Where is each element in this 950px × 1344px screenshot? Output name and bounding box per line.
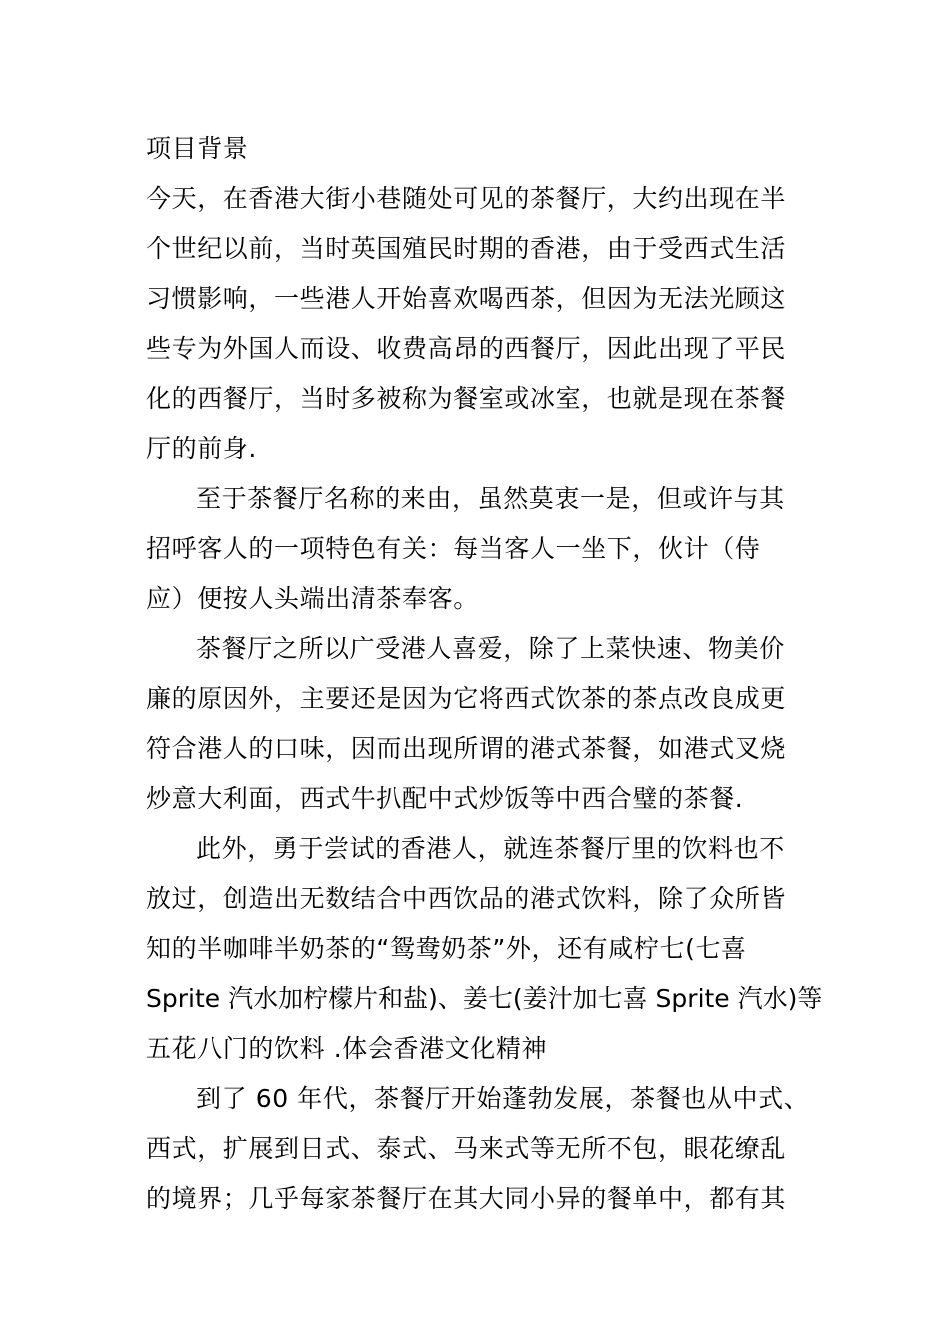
text-line: 今天，在香港大街小巷随处可见的茶餐厅，大约出现在半 (146, 184, 787, 213)
text-line: 知的半咖啡半奶茶的“鸳鸯奶茶”外，还有咸柠七(七喜 (146, 934, 747, 963)
text-line: 厅的前身. (146, 434, 257, 463)
section-heading: 项目背景 (146, 134, 249, 163)
text-line: 此外，勇于尝试的香港人，就连茶餐厅里的饮料也不 (196, 834, 785, 863)
text-line: Sprite 汽水加柠檬片和盐)、姜七(姜汁加七喜 Sprite 汽水)等 (146, 984, 823, 1013)
text-line: 廉的原因外，主要还是因为它将西式饮茶的茶点改良成更 (146, 684, 787, 713)
text-line: 西式，扩展到日式、泰式、马来式等无所不包，眼花缭乱 (146, 1134, 787, 1163)
text-line: 符合港人的口味，因而出现所谓的港式茶餐，如港式叉烧 (146, 734, 787, 763)
text-line: 个世纪以前，当时英国殖民时期的香港，由于受西式生活 (146, 234, 787, 263)
text-line: 茶餐厅之所以广受港人喜爱，除了上菜快速、物美价 (196, 634, 785, 663)
text-line: 放过，创造出无数结合中西饮品的港式饮料，除了众所皆 (146, 884, 787, 913)
text-line: 些专为外国人而设、收费高昂的西餐厅，因此出现了平民 (146, 334, 787, 363)
text-line: 炒意大利面，西式牛扒配中式炒饭等中西合璧的茶餐. (146, 784, 744, 813)
text-line: 习惯影响，一些港人开始喜欢喝西茶，但因为无法光顾这 (146, 284, 787, 313)
text-line: 五花八门的饮料 .体会香港文化精神 (146, 1034, 548, 1063)
text-line: 化的西餐厅，当时多被称为餐室或冰室，也就是现在茶餐 (146, 384, 787, 413)
text-line: 至于茶餐厅名称的来由，虽然莫衷一是，但或许与其 (196, 484, 785, 513)
text-line: 到了 60 年代，茶餐厅开始蓬勃发展，茶餐也从中式、 (196, 1084, 810, 1113)
text-line: 的境界；几乎每家茶餐厅在其大同小异的餐单中，都有其 (146, 1184, 787, 1213)
text-line: 应）便按人头端出清茶奉客。 (146, 584, 479, 613)
text-line: 招呼客人的一项特色有关：每当客人一坐下，伙计（侍 (146, 534, 761, 563)
